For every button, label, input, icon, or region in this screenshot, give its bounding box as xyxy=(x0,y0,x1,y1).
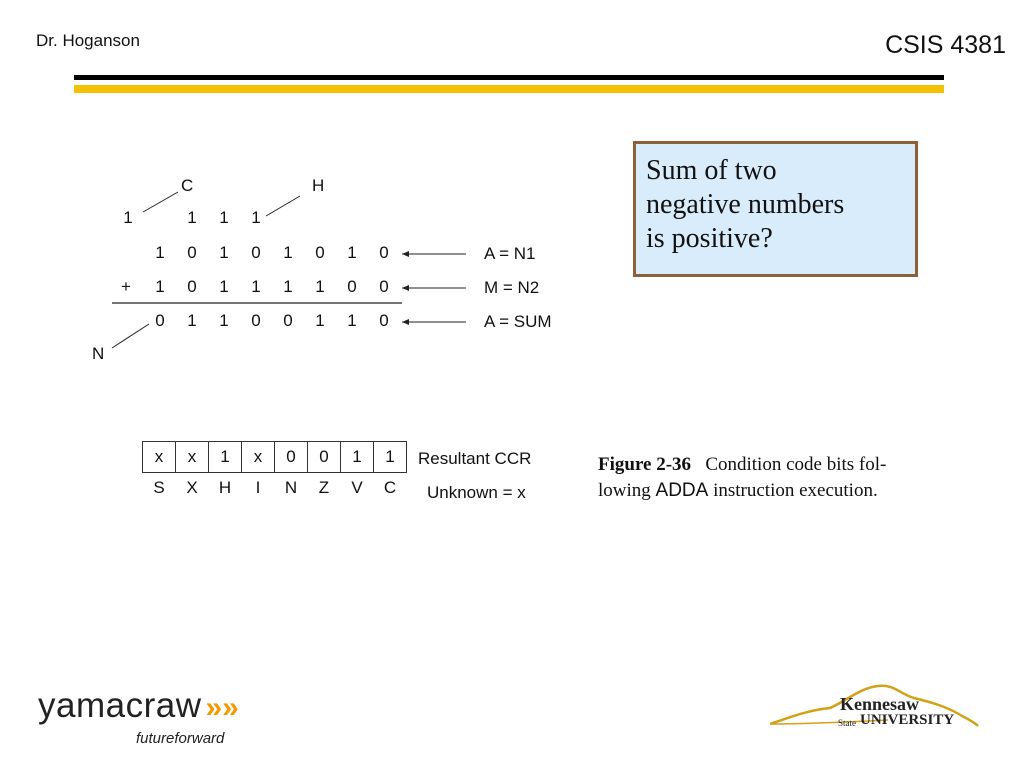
ksu-kennesaw: Kennesaw xyxy=(840,694,920,714)
row-label-sum: A = SUM xyxy=(484,312,552,331)
ccr-names-row xyxy=(143,473,407,504)
ccr-value-cell: 0 xyxy=(275,442,308,473)
instruction-name: ADDA xyxy=(655,480,709,501)
bit: 1 xyxy=(155,243,165,262)
bit: 1 xyxy=(219,277,229,296)
bit: 0 xyxy=(187,277,197,296)
ccr-table xyxy=(142,441,407,503)
ccr-name-cell: H xyxy=(218,478,232,497)
negative-n-label: N xyxy=(92,344,105,363)
bit: 1 xyxy=(315,311,325,330)
chevrons-icon: »» xyxy=(205,691,239,724)
yamacraw-tagline: futureforward xyxy=(136,730,225,747)
callout-line: Sum of two xyxy=(646,155,777,186)
bit: 1 xyxy=(251,277,261,296)
caption-line-1: Condition code bits fol- xyxy=(705,454,887,475)
yamacraw-wordmark: yamacraw xyxy=(38,686,202,725)
ccr-name-cell: I xyxy=(255,478,261,497)
ccr-value-cell: 1 xyxy=(341,442,374,473)
ksu-state: State xyxy=(838,718,856,728)
ccr-value-cell: x xyxy=(242,442,275,473)
bit: 0 xyxy=(379,243,389,262)
author-name: Dr. Hoganson xyxy=(36,31,140,50)
caption-lowing: lowing xyxy=(598,480,656,501)
bit: 0 xyxy=(251,243,261,262)
bit: 1 xyxy=(155,277,165,296)
bit: 0 xyxy=(379,277,389,296)
ccr-name-cell: Z xyxy=(318,478,330,497)
callout-line: negative numbers xyxy=(646,189,845,220)
bit: 1 xyxy=(283,243,293,262)
row-label-n1: A = N1 xyxy=(484,244,536,263)
bit: 0 xyxy=(315,243,325,262)
kennesaw-logo xyxy=(768,680,980,740)
bit: 0 xyxy=(379,311,389,330)
row-label-n2: M = N2 xyxy=(484,278,540,297)
unknown-legend: Unknown = x xyxy=(427,483,526,502)
bit: 1 xyxy=(315,277,325,296)
carry-bit: 1 xyxy=(123,208,133,227)
bit: 1 xyxy=(219,311,229,330)
carry-bit: 1 xyxy=(251,208,261,227)
ccr-value-cell: 0 xyxy=(308,442,341,473)
ccr-value-cell: 1 xyxy=(209,442,242,473)
bit: 0 xyxy=(251,311,261,330)
callout-line: is positive? xyxy=(646,223,773,254)
ccr-name-cell: S xyxy=(153,478,165,497)
plus-operator: + xyxy=(121,277,131,296)
ccr-name-cell: N xyxy=(284,478,298,497)
course-code: CSIS 4381 xyxy=(885,31,1006,59)
ccr-values-row xyxy=(143,442,407,473)
carry-c-label: C xyxy=(181,176,194,195)
figure-number: Figure 2-36 xyxy=(598,454,692,475)
ccr-name-cell: C xyxy=(383,478,397,497)
bit: 1 xyxy=(347,311,357,330)
question-callout xyxy=(633,141,918,277)
carry-bit: 1 xyxy=(219,208,229,227)
half-carry-h-label: H xyxy=(312,176,325,195)
resultant-ccr-label: Resultant CCR xyxy=(418,449,532,468)
bit: 1 xyxy=(187,311,197,330)
ccr-value-cell: 1 xyxy=(374,442,407,473)
yamacraw-logo xyxy=(38,686,239,747)
carry-bit: 1 xyxy=(187,208,197,227)
ccr-value-cell: x xyxy=(176,442,209,473)
bit: 1 xyxy=(283,277,293,296)
ccr-name-cell: X xyxy=(186,478,198,497)
figure-caption xyxy=(598,452,958,504)
caption-rest: instruction execution. xyxy=(708,480,878,501)
ccr-name-cell: V xyxy=(351,478,363,497)
bit: 0 xyxy=(283,311,293,330)
ccr-value-cell: x xyxy=(143,442,176,473)
bit: 0 xyxy=(187,243,197,262)
bit: 1 xyxy=(347,243,357,262)
bit: 0 xyxy=(347,277,357,296)
bit: 1 xyxy=(219,243,229,262)
ksu-university: UNIVERSITY xyxy=(860,712,955,728)
bit: 0 xyxy=(155,311,165,330)
